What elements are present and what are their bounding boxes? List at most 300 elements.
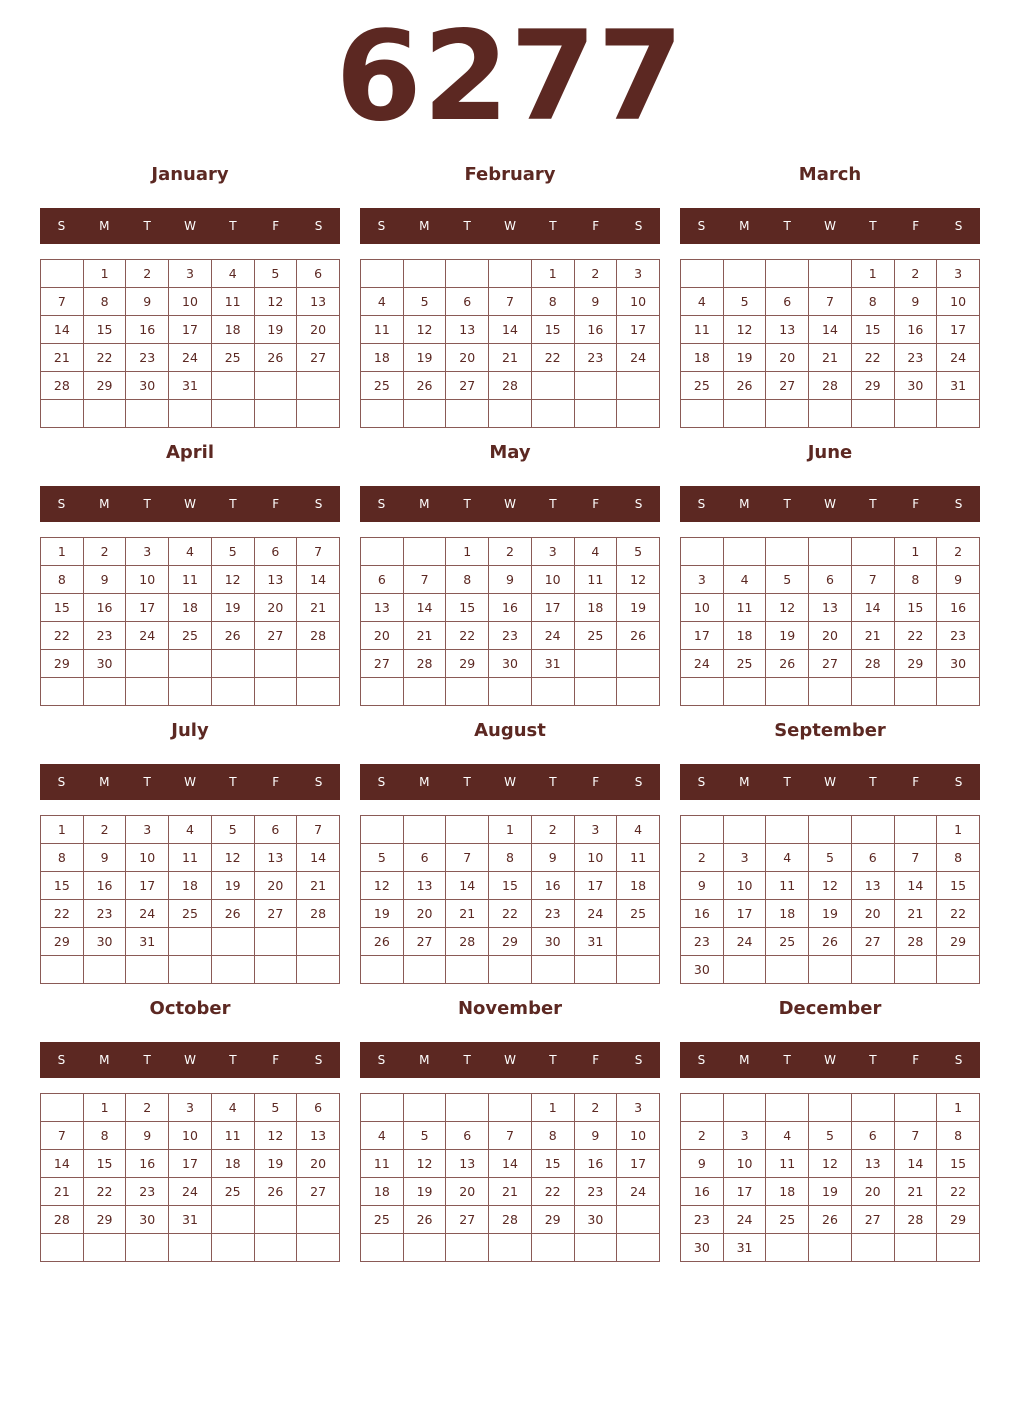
day-cell bbox=[403, 956, 446, 984]
week-row bbox=[681, 594, 980, 622]
day-cell: 13 bbox=[851, 1150, 894, 1178]
day-cell: 24 bbox=[723, 1206, 766, 1234]
weekday-label: T bbox=[143, 219, 151, 233]
day-cell: 5 bbox=[211, 816, 254, 844]
day-cell bbox=[403, 678, 446, 706]
weekday-label: M bbox=[739, 497, 750, 511]
day-cell: 12 bbox=[617, 566, 660, 594]
day-cell: 4 bbox=[211, 1094, 254, 1122]
day-cell: 24 bbox=[126, 622, 169, 650]
day-cell: 3 bbox=[574, 816, 617, 844]
weekday-label: F bbox=[272, 775, 280, 789]
day-cell: 5 bbox=[766, 566, 809, 594]
day-cell: 7 bbox=[403, 566, 446, 594]
day-cell: 20 bbox=[254, 872, 297, 900]
day-cell: 5 bbox=[403, 1122, 446, 1150]
day-cell: 18 bbox=[361, 344, 404, 372]
day-cell bbox=[41, 1094, 84, 1122]
day-cell: 3 bbox=[681, 566, 724, 594]
day-cell bbox=[489, 956, 532, 984]
day-cell: 4 bbox=[211, 260, 254, 288]
day-cell bbox=[361, 400, 404, 428]
day-cell bbox=[937, 400, 980, 428]
week-row bbox=[41, 316, 340, 344]
weekday-label: F bbox=[912, 775, 920, 789]
weekday-label: T bbox=[869, 1053, 877, 1067]
day-cell: 18 bbox=[574, 594, 617, 622]
weekday-label: S bbox=[57, 219, 66, 233]
day-cell: 25 bbox=[211, 344, 254, 372]
week-row bbox=[361, 566, 660, 594]
day-cell bbox=[297, 400, 340, 428]
weekday-label: S bbox=[954, 775, 963, 789]
day-cell bbox=[937, 678, 980, 706]
day-cell: 9 bbox=[489, 566, 532, 594]
weekday-label: F bbox=[272, 219, 280, 233]
day-cell: 18 bbox=[723, 622, 766, 650]
day-cell: 21 bbox=[809, 344, 852, 372]
day-cell: 11 bbox=[361, 1150, 404, 1178]
day-cell bbox=[169, 400, 212, 428]
day-cell: 10 bbox=[574, 844, 617, 872]
day-cell: 11 bbox=[211, 288, 254, 316]
day-cell: 20 bbox=[851, 1178, 894, 1206]
day-cell bbox=[723, 678, 766, 706]
week-row bbox=[41, 816, 340, 844]
day-cell: 15 bbox=[937, 872, 980, 900]
weekday-label: W bbox=[184, 219, 196, 233]
day-cell bbox=[41, 678, 84, 706]
day-cell: 20 bbox=[297, 316, 340, 344]
day-cell bbox=[489, 1094, 532, 1122]
day-cell: 5 bbox=[809, 844, 852, 872]
day-cell bbox=[809, 1234, 852, 1262]
day-cell bbox=[894, 1094, 937, 1122]
day-cell bbox=[297, 678, 340, 706]
day-cell: 15 bbox=[489, 872, 532, 900]
day-cell: 26 bbox=[617, 622, 660, 650]
day-cell: 2 bbox=[126, 1094, 169, 1122]
day-cell: 4 bbox=[766, 844, 809, 872]
day-cell: 6 bbox=[361, 566, 404, 594]
day-cell: 29 bbox=[894, 650, 937, 678]
day-cell: 22 bbox=[446, 622, 489, 650]
day-cell: 11 bbox=[574, 566, 617, 594]
week-row bbox=[361, 1094, 660, 1122]
day-cell bbox=[723, 260, 766, 288]
week-row bbox=[681, 372, 980, 400]
day-cell: 3 bbox=[723, 1122, 766, 1150]
weekday-label: S bbox=[314, 775, 323, 789]
day-cell: 19 bbox=[809, 900, 852, 928]
week-row bbox=[681, 288, 980, 316]
day-cell: 11 bbox=[361, 316, 404, 344]
day-cell: 31 bbox=[169, 372, 212, 400]
day-cell: 31 bbox=[574, 928, 617, 956]
weekday-header bbox=[360, 208, 660, 244]
weekday-label: M bbox=[419, 219, 430, 233]
day-cell: 4 bbox=[766, 1122, 809, 1150]
month-title: December bbox=[778, 998, 882, 1019]
day-cell: 12 bbox=[809, 872, 852, 900]
weekday-label: T bbox=[869, 497, 877, 511]
day-cell: 6 bbox=[766, 288, 809, 316]
day-cell: 2 bbox=[681, 844, 724, 872]
day-cell: 1 bbox=[489, 816, 532, 844]
day-cell bbox=[361, 1234, 404, 1262]
day-cell: 8 bbox=[531, 288, 574, 316]
day-cell: 5 bbox=[723, 288, 766, 316]
day-cell: 17 bbox=[681, 622, 724, 650]
week-row bbox=[681, 650, 980, 678]
day-cell: 26 bbox=[403, 1206, 446, 1234]
day-cell: 26 bbox=[403, 372, 446, 400]
day-cell bbox=[809, 816, 852, 844]
day-cell: 28 bbox=[809, 372, 852, 400]
week-row bbox=[681, 956, 980, 984]
day-cell: 21 bbox=[489, 344, 532, 372]
day-cell: 4 bbox=[361, 1122, 404, 1150]
day-cell: 3 bbox=[617, 260, 660, 288]
day-cell: 9 bbox=[126, 288, 169, 316]
day-cell: 14 bbox=[41, 316, 84, 344]
day-cell: 1 bbox=[41, 816, 84, 844]
weekday-label: T bbox=[783, 219, 791, 233]
day-cell bbox=[894, 816, 937, 844]
day-cell: 15 bbox=[41, 594, 84, 622]
day-cell: 4 bbox=[169, 538, 212, 566]
day-cell: 9 bbox=[574, 1122, 617, 1150]
week-row bbox=[681, 900, 980, 928]
day-cell: 22 bbox=[83, 1178, 126, 1206]
weekday-label: F bbox=[592, 219, 600, 233]
day-cell: 29 bbox=[531, 1206, 574, 1234]
weekday-label: S bbox=[697, 1053, 706, 1067]
day-cell: 25 bbox=[681, 372, 724, 400]
day-cell bbox=[254, 372, 297, 400]
day-cell: 18 bbox=[766, 1178, 809, 1206]
day-cell: 7 bbox=[809, 288, 852, 316]
day-cell bbox=[809, 1094, 852, 1122]
day-cell: 19 bbox=[403, 1178, 446, 1206]
day-cell: 14 bbox=[446, 872, 489, 900]
day-cell: 9 bbox=[531, 844, 574, 872]
day-cell: 5 bbox=[254, 260, 297, 288]
month-title: May bbox=[489, 442, 531, 463]
day-cell: 4 bbox=[681, 288, 724, 316]
weekday-label: W bbox=[504, 497, 516, 511]
day-cell bbox=[851, 1234, 894, 1262]
day-cell: 17 bbox=[723, 1178, 766, 1206]
weekday-label: W bbox=[184, 497, 196, 511]
day-cell: 23 bbox=[681, 1206, 724, 1234]
day-cell: 3 bbox=[126, 816, 169, 844]
week-row bbox=[41, 956, 340, 984]
weekday-label: T bbox=[549, 219, 557, 233]
day-cell bbox=[126, 1234, 169, 1262]
day-cell: 23 bbox=[894, 344, 937, 372]
day-cell: 6 bbox=[254, 816, 297, 844]
day-cell: 25 bbox=[766, 928, 809, 956]
weekday-label: T bbox=[783, 497, 791, 511]
day-cell bbox=[169, 678, 212, 706]
day-cell bbox=[211, 956, 254, 984]
day-cell: 28 bbox=[489, 372, 532, 400]
weekday-label: W bbox=[184, 775, 196, 789]
day-cell bbox=[617, 650, 660, 678]
day-cell: 26 bbox=[809, 1206, 852, 1234]
day-cell bbox=[937, 1234, 980, 1262]
day-cell: 15 bbox=[937, 1150, 980, 1178]
day-cell bbox=[809, 538, 852, 566]
day-cell: 15 bbox=[83, 316, 126, 344]
day-cell bbox=[681, 400, 724, 428]
weekday-label: S bbox=[954, 497, 963, 511]
day-cell bbox=[211, 678, 254, 706]
day-cell bbox=[403, 400, 446, 428]
day-cell bbox=[809, 678, 852, 706]
year-title: 6277 bbox=[335, 5, 685, 149]
day-cell: 8 bbox=[937, 844, 980, 872]
day-cell: 1 bbox=[531, 260, 574, 288]
day-cell: 9 bbox=[83, 566, 126, 594]
day-grid bbox=[40, 1093, 340, 1262]
weekday-label: F bbox=[272, 1053, 280, 1067]
day-cell: 13 bbox=[254, 566, 297, 594]
day-cell bbox=[83, 678, 126, 706]
day-cell: 21 bbox=[403, 622, 446, 650]
week-row bbox=[361, 956, 660, 984]
day-cell: 25 bbox=[361, 372, 404, 400]
day-cell bbox=[361, 538, 404, 566]
weekday-header bbox=[40, 1042, 340, 1078]
day-cell: 10 bbox=[723, 872, 766, 900]
day-cell: 23 bbox=[681, 928, 724, 956]
day-cell bbox=[41, 956, 84, 984]
day-cell bbox=[894, 400, 937, 428]
day-cell: 23 bbox=[126, 344, 169, 372]
day-cell: 10 bbox=[169, 1122, 212, 1150]
weekday-label: W bbox=[824, 775, 836, 789]
day-cell: 31 bbox=[723, 1234, 766, 1262]
day-cell: 26 bbox=[211, 900, 254, 928]
day-cell bbox=[723, 816, 766, 844]
weekday-label: S bbox=[377, 775, 386, 789]
day-grid bbox=[680, 1093, 980, 1262]
day-cell: 12 bbox=[403, 1150, 446, 1178]
day-cell: 30 bbox=[937, 650, 980, 678]
day-cell: 14 bbox=[41, 1150, 84, 1178]
day-cell: 6 bbox=[297, 260, 340, 288]
day-cell: 28 bbox=[851, 650, 894, 678]
day-cell bbox=[574, 678, 617, 706]
day-cell bbox=[403, 260, 446, 288]
day-cell bbox=[446, 678, 489, 706]
day-cell: 12 bbox=[254, 288, 297, 316]
day-grid bbox=[680, 815, 980, 984]
day-cell bbox=[403, 1234, 446, 1262]
day-cell: 31 bbox=[169, 1206, 212, 1234]
weekday-label: T bbox=[229, 1053, 237, 1067]
day-cell: 25 bbox=[169, 622, 212, 650]
day-cell bbox=[254, 400, 297, 428]
day-cell: 10 bbox=[126, 844, 169, 872]
day-cell: 2 bbox=[937, 538, 980, 566]
day-cell bbox=[809, 956, 852, 984]
day-cell: 10 bbox=[169, 288, 212, 316]
day-cell: 29 bbox=[851, 372, 894, 400]
day-cell bbox=[254, 650, 297, 678]
day-cell: 12 bbox=[403, 316, 446, 344]
day-cell: 3 bbox=[169, 1094, 212, 1122]
weekday-label: T bbox=[143, 1053, 151, 1067]
week-row bbox=[681, 844, 980, 872]
day-cell bbox=[723, 956, 766, 984]
day-cell bbox=[681, 816, 724, 844]
day-cell bbox=[766, 538, 809, 566]
day-cell bbox=[851, 816, 894, 844]
weekday-label: W bbox=[504, 775, 516, 789]
day-cell: 14 bbox=[809, 316, 852, 344]
day-cell: 22 bbox=[937, 900, 980, 928]
day-cell bbox=[297, 956, 340, 984]
day-cell bbox=[254, 928, 297, 956]
day-cell bbox=[489, 1234, 532, 1262]
day-cell: 1 bbox=[531, 1094, 574, 1122]
day-cell: 30 bbox=[83, 650, 126, 678]
day-cell: 13 bbox=[297, 1122, 340, 1150]
day-cell: 24 bbox=[169, 1178, 212, 1206]
weekday-label: W bbox=[824, 1053, 836, 1067]
month-title: July bbox=[171, 720, 209, 741]
day-cell: 16 bbox=[126, 1150, 169, 1178]
day-cell bbox=[83, 1234, 126, 1262]
day-cell bbox=[297, 1234, 340, 1262]
day-cell: 12 bbox=[766, 594, 809, 622]
day-cell bbox=[211, 400, 254, 428]
day-cell bbox=[617, 956, 660, 984]
day-cell: 14 bbox=[894, 872, 937, 900]
day-cell: 23 bbox=[574, 344, 617, 372]
day-cell: 1 bbox=[851, 260, 894, 288]
day-cell: 30 bbox=[894, 372, 937, 400]
day-cell bbox=[126, 678, 169, 706]
day-cell: 28 bbox=[297, 622, 340, 650]
day-cell: 9 bbox=[681, 872, 724, 900]
day-cell bbox=[766, 678, 809, 706]
day-cell: 7 bbox=[41, 288, 84, 316]
day-cell: 18 bbox=[169, 872, 212, 900]
day-cell bbox=[809, 400, 852, 428]
day-cell bbox=[937, 956, 980, 984]
weekday-label: S bbox=[314, 1053, 323, 1067]
day-cell bbox=[766, 400, 809, 428]
week-row bbox=[681, 316, 980, 344]
day-cell: 26 bbox=[766, 650, 809, 678]
day-cell: 3 bbox=[169, 260, 212, 288]
day-cell: 25 bbox=[361, 1206, 404, 1234]
day-cell: 29 bbox=[937, 1206, 980, 1234]
day-cell: 30 bbox=[126, 1206, 169, 1234]
day-cell: 18 bbox=[681, 344, 724, 372]
day-cell: 12 bbox=[211, 844, 254, 872]
day-cell: 27 bbox=[851, 1206, 894, 1234]
day-cell: 10 bbox=[531, 566, 574, 594]
day-cell: 12 bbox=[723, 316, 766, 344]
day-cell: 23 bbox=[83, 900, 126, 928]
day-grid bbox=[680, 259, 980, 428]
weekday-label: W bbox=[184, 1053, 196, 1067]
day-cell: 26 bbox=[254, 1178, 297, 1206]
week-row bbox=[41, 1150, 340, 1178]
weekday-label: F bbox=[592, 775, 600, 789]
day-cell: 18 bbox=[766, 900, 809, 928]
day-cell bbox=[766, 1234, 809, 1262]
day-cell: 13 bbox=[254, 844, 297, 872]
weekday-label: T bbox=[549, 1053, 557, 1067]
week-row bbox=[681, 872, 980, 900]
weekday-header bbox=[360, 1042, 660, 1078]
day-cell: 17 bbox=[937, 316, 980, 344]
week-row bbox=[681, 816, 980, 844]
week-row bbox=[361, 344, 660, 372]
day-cell bbox=[617, 678, 660, 706]
week-row bbox=[361, 400, 660, 428]
day-cell: 13 bbox=[766, 316, 809, 344]
week-row bbox=[681, 678, 980, 706]
week-row bbox=[361, 1178, 660, 1206]
day-cell bbox=[851, 678, 894, 706]
day-cell: 19 bbox=[403, 344, 446, 372]
day-grid bbox=[680, 537, 980, 706]
day-cell: 22 bbox=[83, 344, 126, 372]
day-cell bbox=[254, 1206, 297, 1234]
day-cell bbox=[169, 956, 212, 984]
day-cell: 19 bbox=[617, 594, 660, 622]
day-cell: 2 bbox=[574, 1094, 617, 1122]
day-cell: 10 bbox=[937, 288, 980, 316]
weekday-label: S bbox=[57, 497, 66, 511]
day-cell: 30 bbox=[531, 928, 574, 956]
day-cell: 6 bbox=[403, 844, 446, 872]
day-cell: 18 bbox=[169, 594, 212, 622]
day-grid bbox=[40, 815, 340, 984]
day-cell bbox=[617, 1206, 660, 1234]
day-cell: 27 bbox=[254, 900, 297, 928]
day-cell: 10 bbox=[617, 1122, 660, 1150]
week-row bbox=[681, 566, 980, 594]
month-title: April bbox=[165, 442, 215, 463]
weekday-header bbox=[40, 208, 340, 244]
day-cell: 9 bbox=[126, 1122, 169, 1150]
day-cell bbox=[851, 400, 894, 428]
weekday-label: S bbox=[377, 219, 386, 233]
day-cell: 23 bbox=[574, 1178, 617, 1206]
day-cell: 2 bbox=[681, 1122, 724, 1150]
day-cell bbox=[617, 1234, 660, 1262]
day-cell: 21 bbox=[446, 900, 489, 928]
day-cell: 5 bbox=[809, 1122, 852, 1150]
weekday-label: T bbox=[463, 497, 471, 511]
day-cell: 8 bbox=[41, 566, 84, 594]
day-cell: 6 bbox=[254, 538, 297, 566]
day-cell: 12 bbox=[254, 1122, 297, 1150]
weekday-label: M bbox=[419, 497, 430, 511]
month-title: August bbox=[474, 720, 546, 741]
week-row bbox=[41, 538, 340, 566]
day-cell: 5 bbox=[211, 538, 254, 566]
day-cell bbox=[254, 956, 297, 984]
